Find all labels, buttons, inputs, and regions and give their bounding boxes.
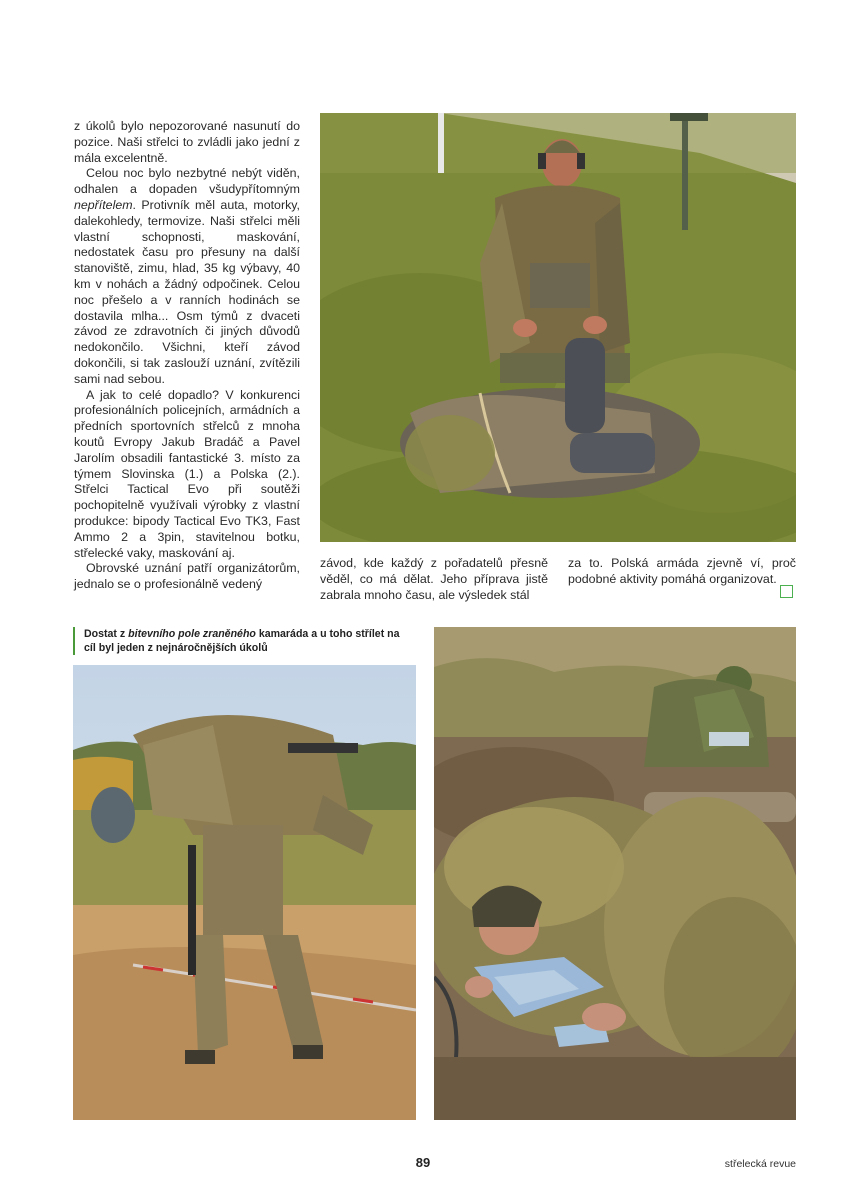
caption-text: kamaráda a u toho střílet na cíl byl jeden z nejnáročnějších úkolů [84, 628, 400, 654]
photo-caption [73, 627, 414, 655]
paragraph: závod, kde každý z pořadatelů přesně věděl, co má dělat. Jeho příprava jistě zabrala mnoho času, ale výsledek stál [320, 556, 548, 602]
paragraph: z úkolů bylo nepozorované nasunutí do pozice. Naši střelci to zvládli jako jední z mála excelentně. [74, 119, 300, 165]
paragraph: za to. Polská armáda zjevně ví, proč podobné aktivity pomáhá organizovat. [568, 556, 796, 586]
paragraph-text: Celou noc bylo nezbytné nebýt viděn, odhalen a dopaden všudypřítomným [74, 166, 300, 197]
photo-kneeling-shooter [320, 113, 796, 542]
caption-text: Dostat z [84, 628, 129, 640]
paragraph-text: . Protivník měl auta, motorky, dalekohledy, termovize. Naši střelci měli vlastní schopnosti, maskování, nedostatek času pro přesuny na další stanoviště, zimu, hlad, 35 kg výbavy, 40 km v nohách a žádný odpočinek. Celou noc přešelo a v ranních hodinách se dostavila mlha... Osm týmů z dvaceti závod ze zdravotních či jiných důvodů nedokončilo. Všichni, kteří závod dokončili, si tak zaslouží uznání, zvítězili sami nad sebou. [74, 197, 300, 386]
article-column-2 [320, 556, 548, 603]
photo-map-reading [434, 627, 796, 1120]
article-end-mark [780, 585, 793, 598]
article-column-1 [74, 119, 300, 593]
paragraph [74, 166, 300, 387]
paragraph: A jak to celé dopadlo? V konkurenci profesionálních policejních, armádních a předních sportovních střelců z mnoha koutů Evropy Jakub Bradáč a Pavel Jarolím obsadili fantastické 3. místo za týmem Slovinska (1.) a Polska (2.). Střelci Tactical Evo při soutěži pochopitelně využívali výrobky z vlastní produkce: bipody Tactical Evo TK3, Fast Ammo 2 a 3pin, stavitelnou botku, střelecké vaky, maskování aj. [74, 387, 300, 560]
paragraph: Obrovské uznání patří organizátorům, jednalo se o profesionálně vedený [74, 561, 300, 592]
page-number: 89 [415, 1155, 431, 1170]
emphasis-text: nepřítelem [74, 197, 133, 212]
article-column-3 [568, 556, 796, 588]
photo-carrying-comrade [73, 665, 416, 1120]
magazine-name: střelecká revue [724, 1158, 796, 1170]
caption-emphasis: bitevního pole zraněného [128, 628, 256, 640]
